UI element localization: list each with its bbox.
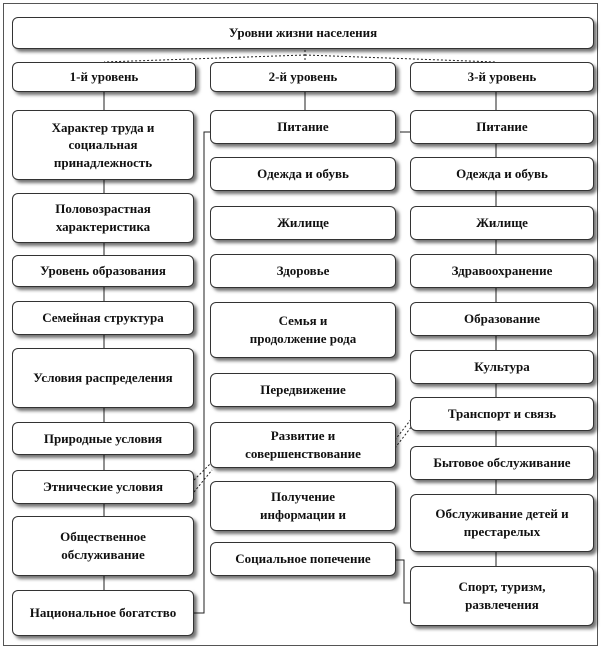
col3-item-text: Обслуживание детей и престарелых xyxy=(435,506,569,539)
connector-title-level1 xyxy=(104,55,305,62)
col2-item-text: Развитие и совершенствование xyxy=(245,428,361,461)
level-1-label: 1-й уровень xyxy=(69,69,139,85)
col1-item-text: Природные условия xyxy=(43,430,163,446)
col1-item xyxy=(12,301,194,335)
diagram-title-text: Уровни жизни населения xyxy=(228,25,378,41)
col3-item xyxy=(410,110,594,144)
col2-item xyxy=(210,481,396,531)
col2-item-text: Получение информации и xyxy=(260,489,346,522)
col2-item xyxy=(210,542,396,576)
col1-item-text: Общественное обслуживание xyxy=(60,529,146,562)
col1-item-text: Этнические условия xyxy=(42,479,164,495)
col2-item-text: Жилище xyxy=(277,215,329,231)
col2-item xyxy=(210,206,396,240)
col2-item-text: Социальное попечение xyxy=(235,551,371,567)
col3-item xyxy=(410,254,594,288)
col3-item xyxy=(410,350,594,384)
col3-item xyxy=(410,206,594,240)
col2-item-text: Передвижение xyxy=(260,382,346,398)
col2-item xyxy=(210,157,396,191)
col2-item-text: Питание xyxy=(277,119,329,135)
col3-item xyxy=(410,397,594,431)
col2-item-text: Одежда и обувь xyxy=(257,166,349,182)
col3-item-text: Образование xyxy=(464,311,540,327)
col3-item-text: Культура xyxy=(474,359,530,375)
level-3-label: 3-й уровень xyxy=(467,69,537,85)
connector-title-level3 xyxy=(305,55,496,62)
col1-item xyxy=(12,422,194,455)
col1-item-text: Условия распределения xyxy=(33,370,173,386)
col1-item xyxy=(12,590,194,636)
col1-item-text: Характер труда и социальная принадлежность xyxy=(51,119,155,170)
col3-item-text: Питание xyxy=(476,119,528,135)
level-2-header xyxy=(210,62,396,92)
col3-item-text: Жилище xyxy=(476,215,528,231)
diagram-title xyxy=(12,17,594,49)
col1-item xyxy=(12,516,194,576)
connector-ethnic-development xyxy=(194,462,212,480)
col2-item xyxy=(210,254,396,288)
col1-item xyxy=(12,255,194,287)
col1-item-text: Национальное богатство xyxy=(29,605,177,621)
col3-item xyxy=(410,494,594,552)
col3-item-text: Одежда и обувь xyxy=(456,166,548,182)
col1-item xyxy=(12,470,194,504)
col1-item xyxy=(12,193,194,243)
col1-item-text: Семейная структура xyxy=(42,310,164,326)
col3-item-text: Бытовое обслуживание xyxy=(433,455,571,471)
col3-item-text: Здравоохранение xyxy=(451,263,553,279)
col3-item xyxy=(410,302,594,336)
level-2-label: 2-й уровень xyxy=(268,69,338,85)
col1-item-text: Уровень образования xyxy=(40,263,166,279)
col2-item xyxy=(210,302,396,358)
col2-item-text: Здоровье xyxy=(276,263,330,279)
col3-item-text: Транспорт и связь xyxy=(447,406,557,422)
col2-item xyxy=(210,373,396,407)
col3-item xyxy=(410,157,594,191)
level-3-header xyxy=(410,62,594,92)
col3-item xyxy=(410,446,594,480)
col1-item xyxy=(12,110,194,180)
col2-item-text: Семья и продолжение рода xyxy=(249,313,357,346)
col2-item xyxy=(210,422,396,468)
col3-item xyxy=(410,566,594,626)
col1-item-text: Половозрастная характеристика xyxy=(55,201,151,234)
col1-item xyxy=(12,348,194,408)
level-1-header xyxy=(12,62,196,92)
col2-item xyxy=(210,110,396,144)
connector-wealth-nutrition xyxy=(194,132,210,613)
col3-item-text: Спорт, туризм, развлечения xyxy=(458,579,546,612)
